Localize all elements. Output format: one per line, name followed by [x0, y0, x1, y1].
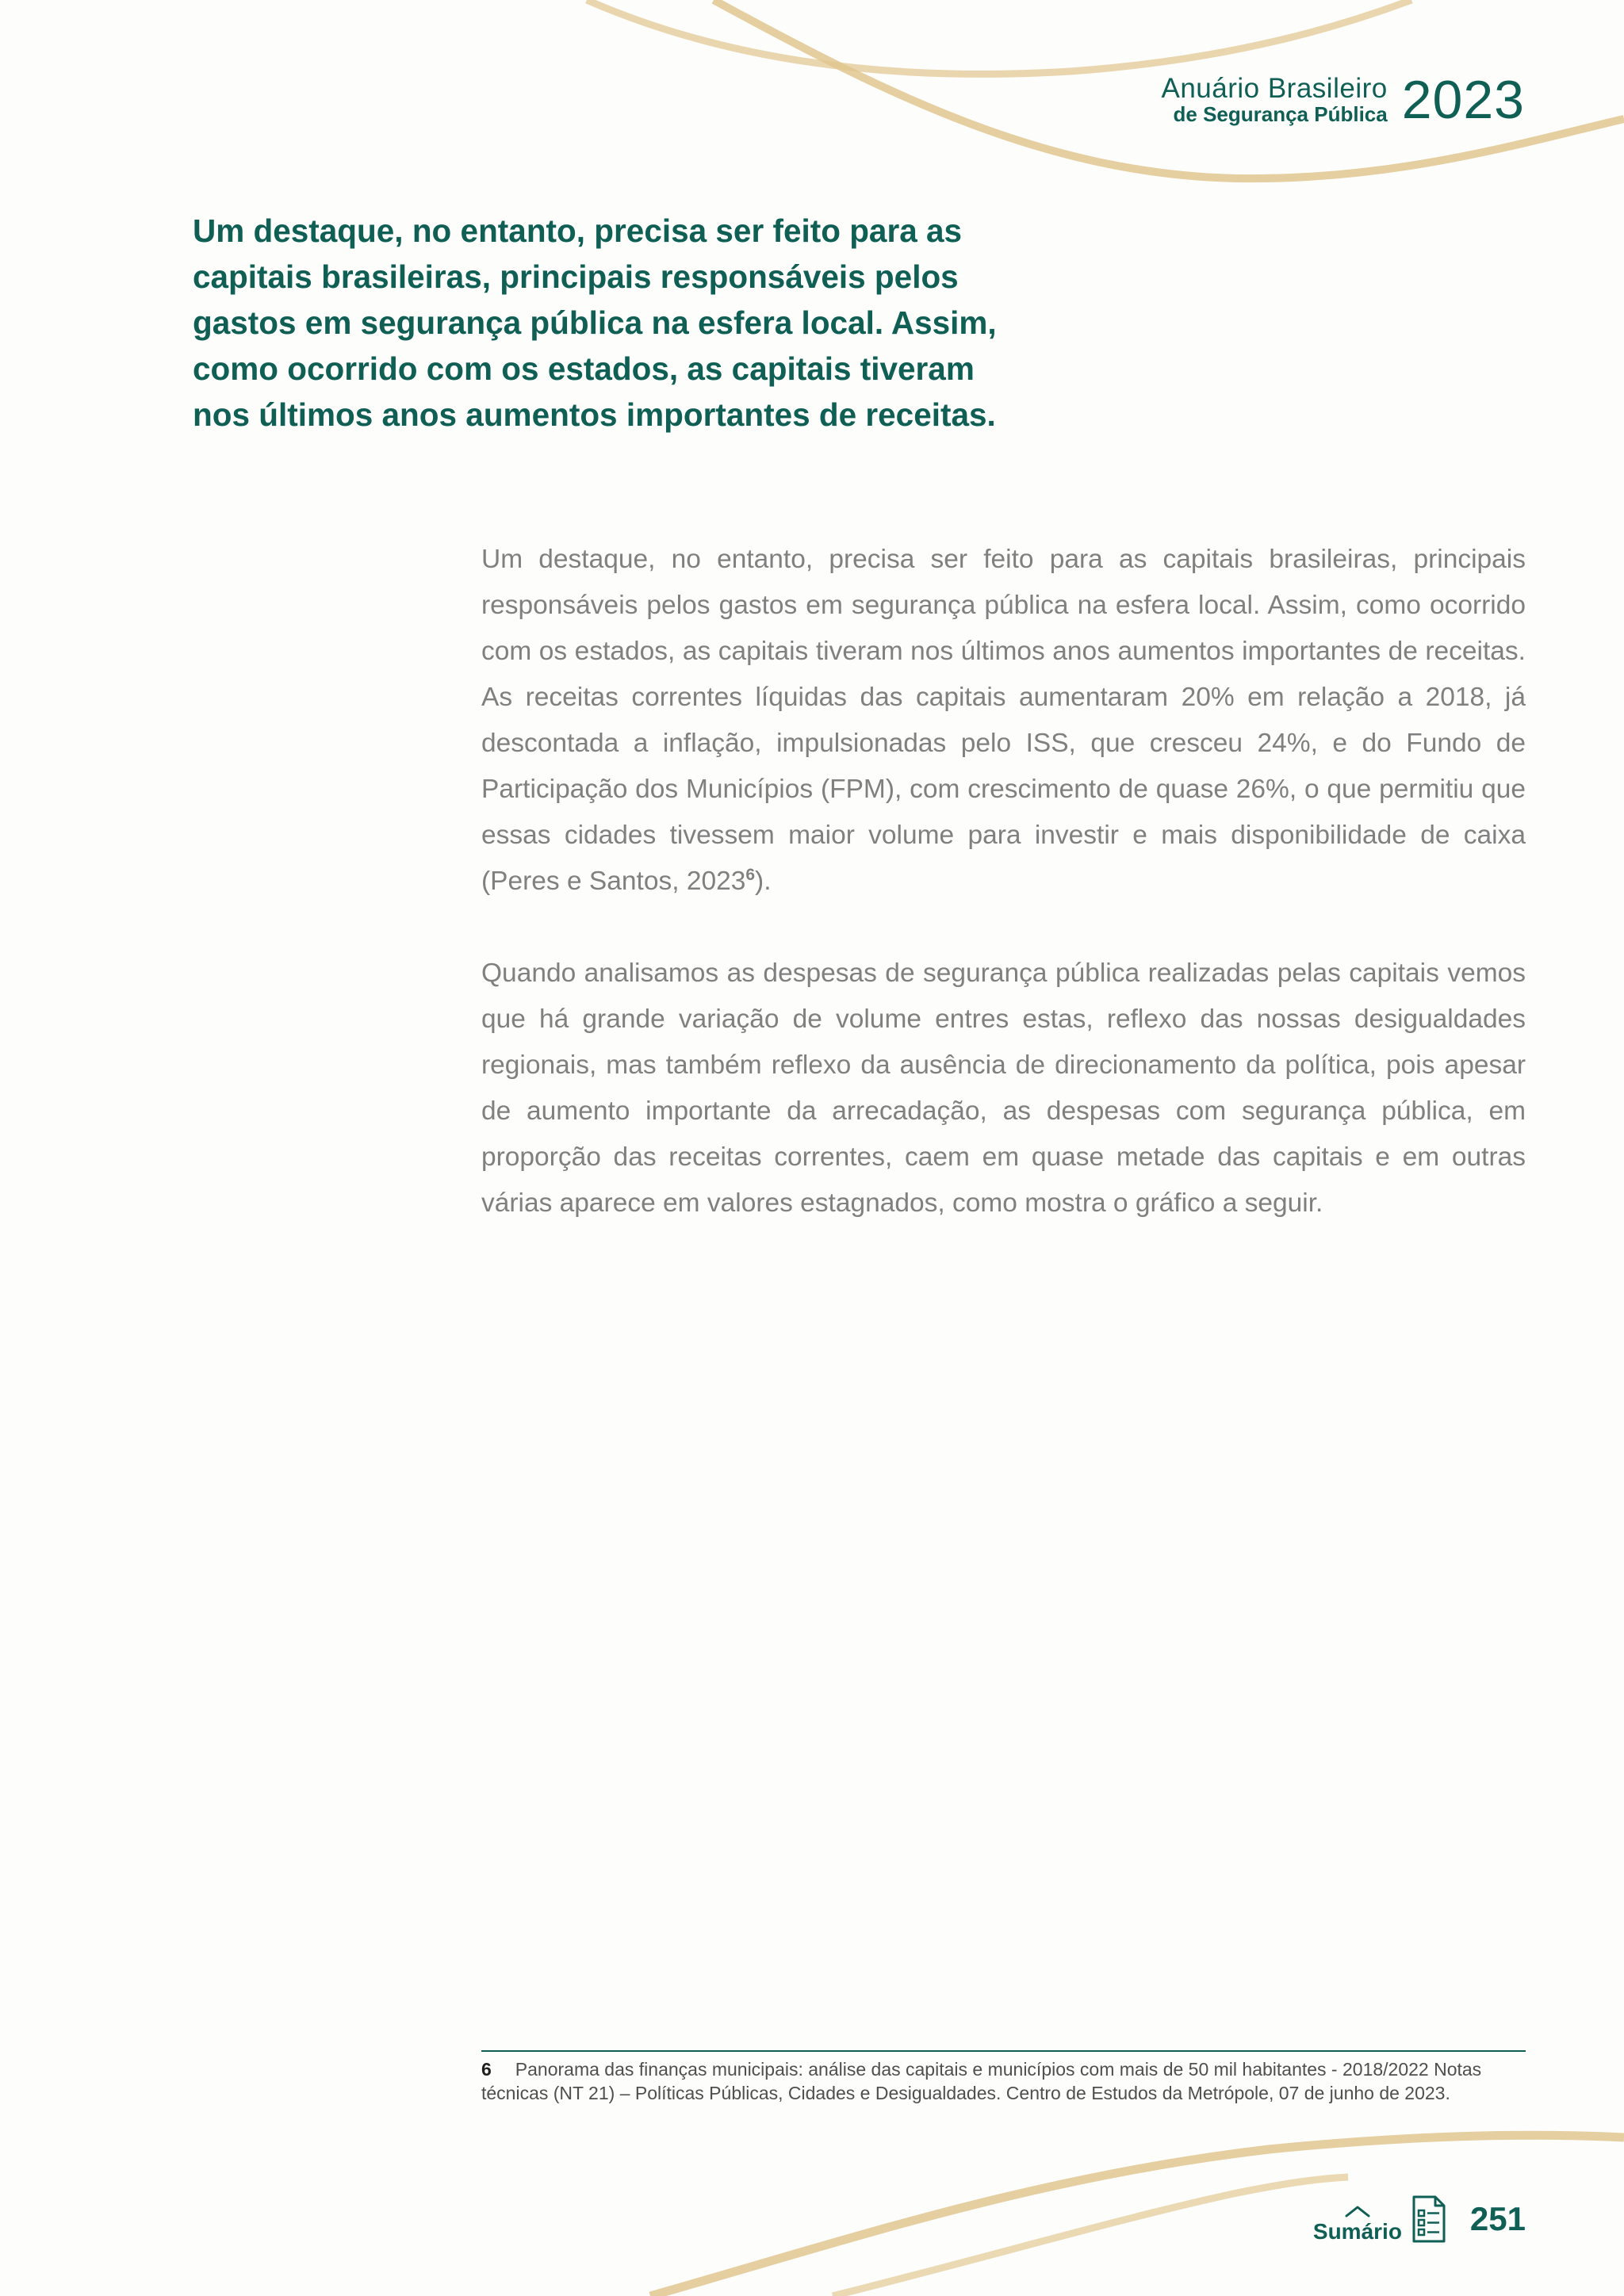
- sumario-label-group: [1313, 2204, 1402, 2244]
- document-list-icon: [1411, 2195, 1446, 2244]
- footnote-number: 6: [481, 2059, 492, 2080]
- body-paragraph-1: [481, 537, 1526, 905]
- footnote-divider: [481, 2050, 1526, 2052]
- brand-year: 2023: [1401, 70, 1525, 130]
- body-paragraph-2: Quando analisamos as despesas de segurança pública realizadas pelas capitais vemos que há grande variação de volume entres estas, reflexo das nossas desigualdades regionais, mas também reflexo da ausência de direcionamento da política, pois apesar de aumento importante da arrecadação, as despesas com segurança pública, em proporção das receitas correntes, caem em quase metade das capitais e em outras várias aparece em valores estagnados, como mostra o gráfico a seguir.: [481, 959, 1526, 1218]
- body-paragraph-1-end: ).: [755, 867, 772, 896]
- header-brand: [1161, 70, 1525, 130]
- footer-nav: [1313, 2195, 1526, 2244]
- footnote-text: Panorama das finanças municipais: análise das capitais e municípios com mais de 50 mil habitantes - 2018/2022 Notas técnicas (NT 21) – Políticas Públicas, Cidades e Desigualdades. Centro de Estudos da Metrópole, 07 de junho de 2023.: [481, 2059, 1482, 2103]
- footnote-ref-6[interactable]: 6: [745, 865, 756, 884]
- brand-title-line2: de Segurança Pública: [1173, 102, 1388, 126]
- sumario-label: Sumário: [1312, 2219, 1402, 2244]
- footnote: [481, 2057, 1526, 2105]
- brand-title-line1: Anuário Brasileiro: [1161, 73, 1388, 104]
- brand-title: [1161, 75, 1387, 125]
- body-text: [481, 537, 1526, 1272]
- highlight-quote: Um destaque, no entanto, precisa ser feito para as capitais brasileiras, principais responsáveis pelos gastos em segurança pública na esfera local. Assim, como ocorrido com os estados, as capitais tiveram nos últimos anos aumentos importantes de receitas.: [193, 212, 997, 433]
- sumario-link[interactable]: [1313, 2195, 1446, 2244]
- page-number: 251: [1469, 2200, 1526, 2237]
- chevron-up-icon: [1343, 2204, 1372, 2218]
- body-paragraph-1-text: Um destaque, no entanto, precisa ser feito para as capitais brasileiras, principais responsáveis pelos gastos em segurança pública na esfera local. Assim, como ocorrido com os estados, as capitais tiveram nos últimos anos aumentos importantes de receitas. As receitas correntes líquidas das capitais aumentaram 20% em relação a 2018, já descontada a inflação, impulsionadas pelo ISS, que cresceu 24%, e do Fundo de Participação dos Municípios (FPM), com crescimento de quase 26%, o que permitiu que essas cidades tivessem maior volume para investir e mais disponibilidade de caixa (Peres e Santos, 2023: [481, 545, 1526, 896]
